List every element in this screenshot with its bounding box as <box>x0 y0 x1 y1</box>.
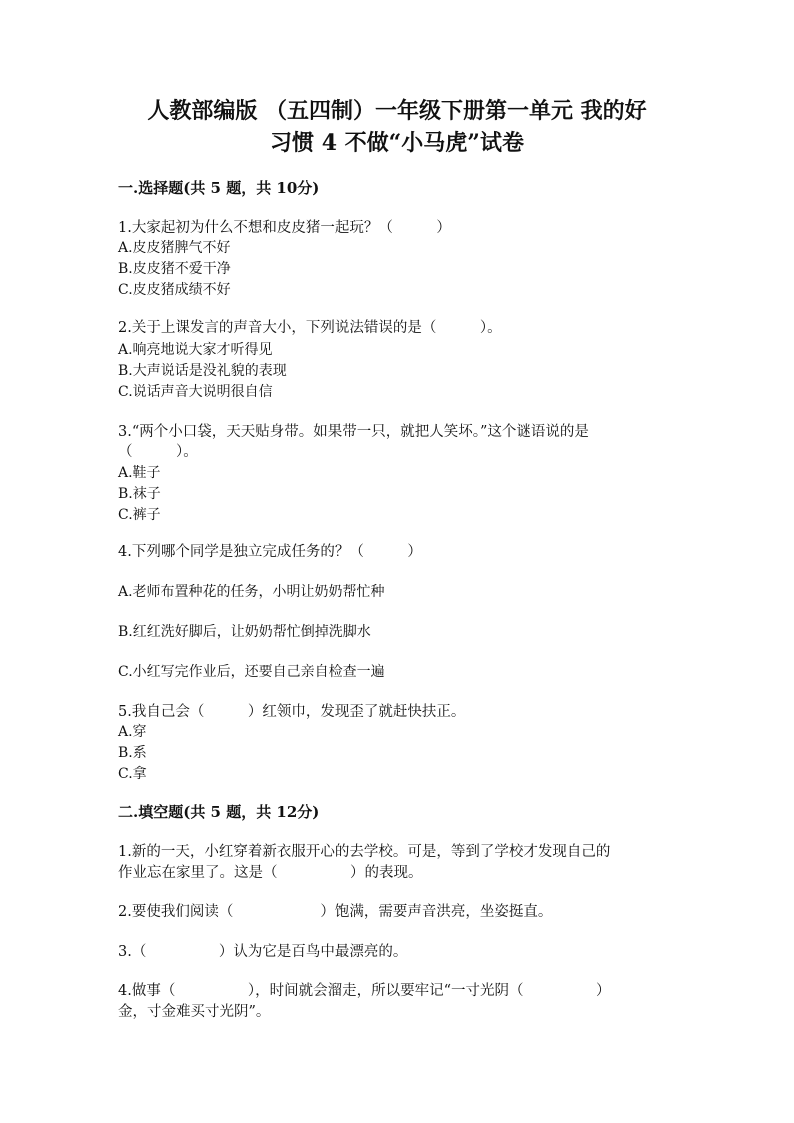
question-2-option-b: B.大声说话是没礼貌的表现 <box>118 363 287 379</box>
question-2-option-a: A.响亮地说大家才听得见 <box>118 342 273 358</box>
question-3-option-b: B.袜子 <box>118 486 161 502</box>
question-4-stem: 4.下列哪个同学是独立完成任务的？（ ） <box>118 544 422 560</box>
question-4-option-c: C.小红写完作业后，还要自己亲自检查一遍 <box>118 664 385 680</box>
question-1-option-a: A.皮皮猪脾气不好 <box>118 240 231 256</box>
question-3-stem: 3.“两个小口袋，天天贴身带。如果带一只，就把人笑坏。”这个谜语说的是 <box>118 424 589 440</box>
fill-question-4-line-2: 金，寸金难买寸光阴”。 <box>118 1004 271 1020</box>
question-2-option-c: C.说话声音大说明很自信 <box>118 384 273 400</box>
page-title-line-2: 习惯 4 不做“小马虎”试卷 <box>270 130 524 156</box>
fill-question-3: 3.（ ）认为它是百鸟中最漂亮的。 <box>118 944 408 960</box>
section-heading-multiple-choice: 一.选择题(共 5 题，共 10分) <box>118 179 320 197</box>
question-5-option-c: C.拿 <box>118 766 147 782</box>
question-1-option-b: B.皮皮猪不爱干净 <box>118 261 231 277</box>
question-5-option-a: A.穿 <box>118 724 147 740</box>
fill-question-1-line-2: 作业忘在家里了。这是（ ）的表现。 <box>118 865 423 881</box>
question-1-stem: 1.大家起初为什么不想和皮皮猪一起玩？（ ） <box>118 220 451 236</box>
question-3-stem-continued: （ ）。 <box>118 444 198 460</box>
section-heading-fill-in: 二.填空题(共 5 题，共 12分) <box>118 803 320 821</box>
fill-question-1-line-1: 1.新的一天，小红穿着新衣服开心的去学校。可是，等到了学校才发现自己的 <box>118 844 611 860</box>
question-4-option-b: B.红红洗好脚后，让奶奶帮忙倒掉洗脚水 <box>118 624 371 640</box>
question-2-stem: 2.关于上课发言的声音大小，下列说法错误的是（ ）。 <box>118 320 502 336</box>
question-5-option-b: B.系 <box>118 745 147 761</box>
question-5-stem: 5.我自己会（ ）红领巾，发现歪了就赶快扶正。 <box>118 704 466 720</box>
fill-question-4-line-1: 4.做事（ ），时间就会溜走，所以要牢记“一寸光阴（ ） <box>118 983 611 999</box>
question-4-option-a: A.老师布置种花的任务，小明让奶奶帮忙种 <box>118 584 385 600</box>
question-3-option-a: A.鞋子 <box>118 465 161 481</box>
fill-question-2: 2.要使我们阅读（ ）饱满，需要声音洪亮，坐姿挺直。 <box>118 904 553 920</box>
question-3-option-c: C.裤子 <box>118 507 161 523</box>
page-title-line-1: 人教部编版 （五四制）一年级下册第一单元 我的好 <box>147 98 647 124</box>
question-1-option-c: C.皮皮猪成绩不好 <box>118 282 231 298</box>
